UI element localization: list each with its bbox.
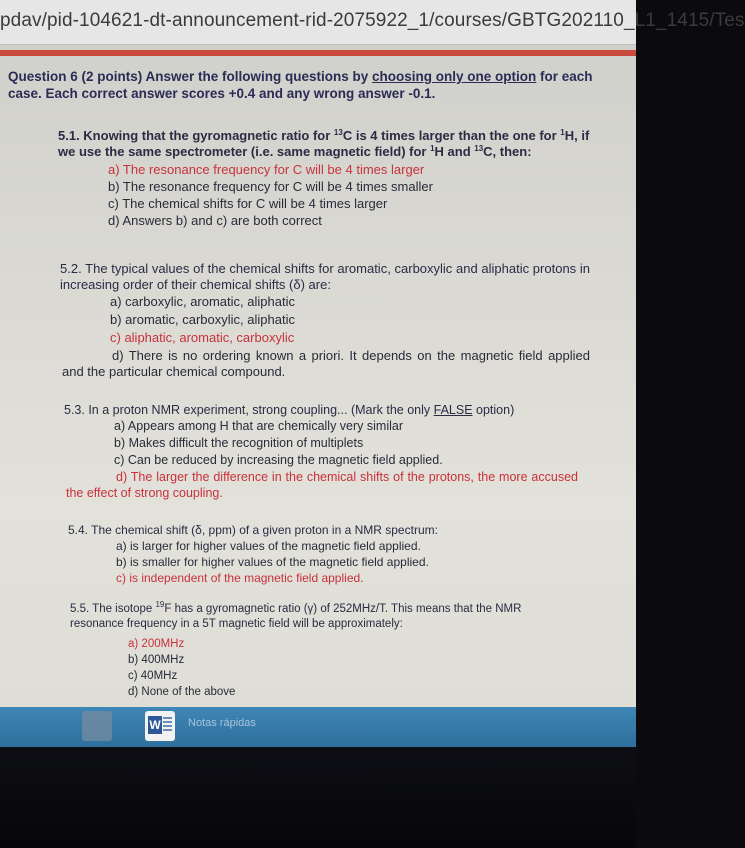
- q53-stem: [64, 402, 584, 418]
- q51-sup: 13: [474, 144, 484, 153]
- q55-option-b[interactable]: b) 400MHz: [128, 654, 185, 666]
- q51-stem-part: H, if we use the same spectrometer (i.e. same magnetic field) for: [58, 128, 590, 159]
- question-label: Question 6 (2 points): [8, 69, 143, 84]
- quiz-document: [0, 58, 636, 708]
- taskbar: [0, 707, 636, 747]
- q55-option-a[interactable]: a) 200MHz: [128, 638, 185, 650]
- word-letter: W: [149, 718, 161, 732]
- q53-stem-part: option): [472, 403, 515, 417]
- taskbar-app-icon[interactable]: [82, 711, 112, 741]
- q51-sup: 13: [333, 128, 343, 137]
- q54-option-b[interactable]: b) is smaller for higher values of the magnetic field applied.: [116, 555, 429, 569]
- q51-sup: 1: [560, 128, 565, 137]
- question-intro-before: Answer the following questions by: [142, 69, 373, 84]
- q55-option-d[interactable]: d) None of the above: [128, 686, 236, 698]
- q54-option-a[interactable]: a) is larger for higher values of the magnetic field applied.: [116, 539, 421, 553]
- q51-stem-part: C is 4 times larger than the one for: [342, 128, 561, 143]
- question-header: [8, 68, 618, 102]
- q53-option-d[interactable]: d) The larger the difference in the chemical shifts of the protons, the more accused the effect of strong coupling.: [66, 470, 578, 500]
- url-text[interactable]: pdav/pid-104621-dt-announcement-rid-2075922_1/courses/GBTG202110_L1_1415/Tes: [0, 10, 745, 31]
- q55-stem-part: F has a gyromagnetic ratio (γ) of 252MHz/T. This means that the NMR resonance frequency in a 5T magnetic field will be approximately:: [70, 603, 522, 630]
- q51-option-a[interactable]: a) The resonance frequency for C will be 4 times larger: [108, 162, 425, 177]
- address-bar[interactable]: [0, 0, 745, 45]
- q52-option-b[interactable]: b) aromatic, carboxylic, aliphatic: [110, 312, 295, 327]
- q51-stem: [58, 128, 598, 160]
- q52-option-d[interactable]: d) There is no ordering known a priori. It depends on the magnetic field applied and the particular chemical compound.: [62, 348, 590, 379]
- q51-stem-part: H and: [434, 144, 475, 159]
- page-accent-line: [0, 50, 636, 56]
- q51-option-c[interactable]: c) The chemical shifts for C will be 4 times larger: [108, 196, 388, 211]
- q51-option-d[interactable]: d) Answers b) and c) are both correct: [108, 213, 322, 228]
- q51-option-b[interactable]: b) The resonance frequency for C will be 4 times smaller: [108, 179, 433, 194]
- q52-option-a[interactable]: a) carboxylic, aromatic, aliphatic: [110, 294, 295, 309]
- q53-stem-false: FALSE: [433, 403, 473, 417]
- q55-stem-part: 5.5. The isotope: [70, 603, 156, 615]
- q52-option-c[interactable]: c) aliphatic, aromatic, carboxylic: [110, 330, 295, 345]
- question-intro-underlined: choosing only one option: [372, 69, 537, 84]
- q55-sup: 19: [155, 600, 165, 609]
- notes-label[interactable]: Notas rápidas: [188, 717, 256, 729]
- q51-stem-part: 5.1. Knowing that the gyromagnetic ratio for: [58, 128, 334, 143]
- q53-option-c[interactable]: c) Can be reduced by increasing the magnetic field applied.: [114, 453, 443, 467]
- monitor-bezel: [0, 747, 636, 848]
- q54-option-c[interactable]: c) is independent of the magnetic field applied.: [116, 571, 364, 585]
- word-doc-lines-icon: [163, 717, 172, 733]
- q55-stem: [70, 602, 570, 632]
- q53-option-a[interactable]: a) Appears among H that are chemically very similar: [114, 419, 404, 433]
- q51-stem-part: C, then:: [483, 144, 532, 159]
- q53-stem-part: 5.3. In a proton NMR experiment, strong coupling... (Mark the only: [64, 403, 434, 417]
- word-icon[interactable]: [145, 711, 175, 741]
- q52-stem: 5.2. The typical values of the chemical shifts for aromatic, carboxylic and aliphatic protons in increasing order of their chemical shifts (δ) are:: [60, 261, 590, 292]
- q55-option-c[interactable]: c) 40MHz: [128, 670, 178, 682]
- question-intro-after: for each case. Each correct answer scores +0.4 and any wrong answer -0.1.: [8, 69, 593, 101]
- q51-sup: 1: [430, 144, 435, 153]
- q53-option-b[interactable]: b) Makes difficult the recognition of multiplets: [114, 436, 364, 450]
- q54-stem: 5.4. The chemical shift (δ, ppm) of a given proton in a NMR spectrum:: [68, 523, 438, 537]
